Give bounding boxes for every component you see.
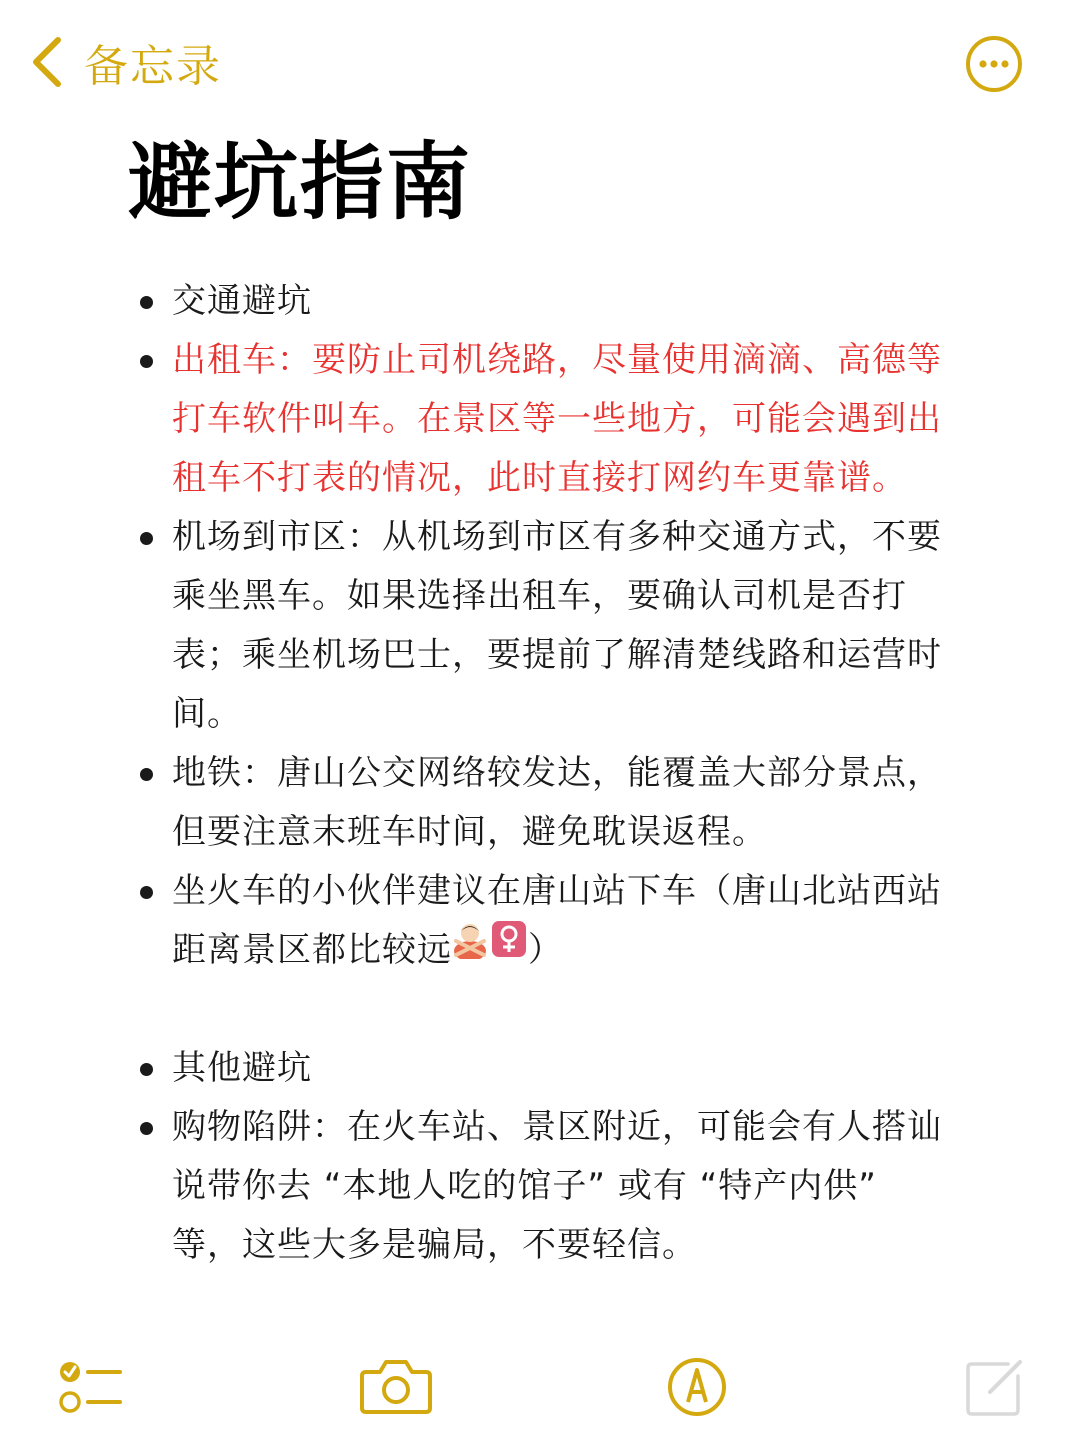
bottom-toolbar (0, 1348, 1080, 1438)
compose-button[interactable] (964, 1356, 1026, 1418)
camera-button[interactable] (360, 1356, 432, 1416)
blank-line (136, 980, 946, 1039)
chevron-left-icon (30, 36, 64, 88)
person-gesturing-no-icon (452, 919, 528, 978)
bullet-item: 出租车：要防止司机绕路，尽量使用滴滴、高德等打车软件叫车。在景区等一些地方，可能会遇到出租车不打表的情况，此时直接打网约车更靠谱。 (136, 331, 946, 508)
bullet-item: 地铁：唐山公交网络较发达，能覆盖大部分景点，但要注意末班车时间，避免耽误返程。 (136, 744, 946, 862)
compose-icon (964, 1356, 1026, 1418)
markup-button[interactable] (666, 1356, 728, 1418)
camera-icon (360, 1356, 432, 1416)
bullet-text-end: ） (528, 930, 563, 970)
bullet-item (136, 862, 946, 980)
back-button[interactable] (30, 30, 222, 94)
bullet-item: 交通避坑 (136, 272, 946, 331)
note-body[interactable] (136, 272, 946, 1275)
more-options-button[interactable] (964, 34, 1024, 94)
bullet-item: 其他避坑 (136, 1039, 946, 1098)
checklist-icon (56, 1356, 124, 1420)
bullet-item: 机场到市区：从机场到市区有多种交通方式，不要乘坐黑车。如果选择出租车，要确认司机是否打表；乘坐机场巴士，要提前了解清楚线路和运营时间。 (136, 508, 946, 744)
checklist-button[interactable] (56, 1356, 124, 1420)
note-title[interactable]: 避坑指南 (128, 133, 473, 231)
back-label: 备忘录 (84, 41, 222, 92)
nav-bar (0, 0, 1080, 120)
ellipsis-circle-icon (964, 34, 1024, 94)
markup-pen-icon (666, 1356, 728, 1418)
bullet-text: 坐火车的小伙伴建议在唐山站下车（唐山北站西站距离景区都比较远 (172, 871, 942, 970)
bullet-item: 购物陷阱：在火车站、景区附近，可能会有人搭讪说带你去 “本地人吃的馆子” 或有 “特产内供” 等，这些大多是骗局，不要轻信。 (136, 1098, 946, 1275)
